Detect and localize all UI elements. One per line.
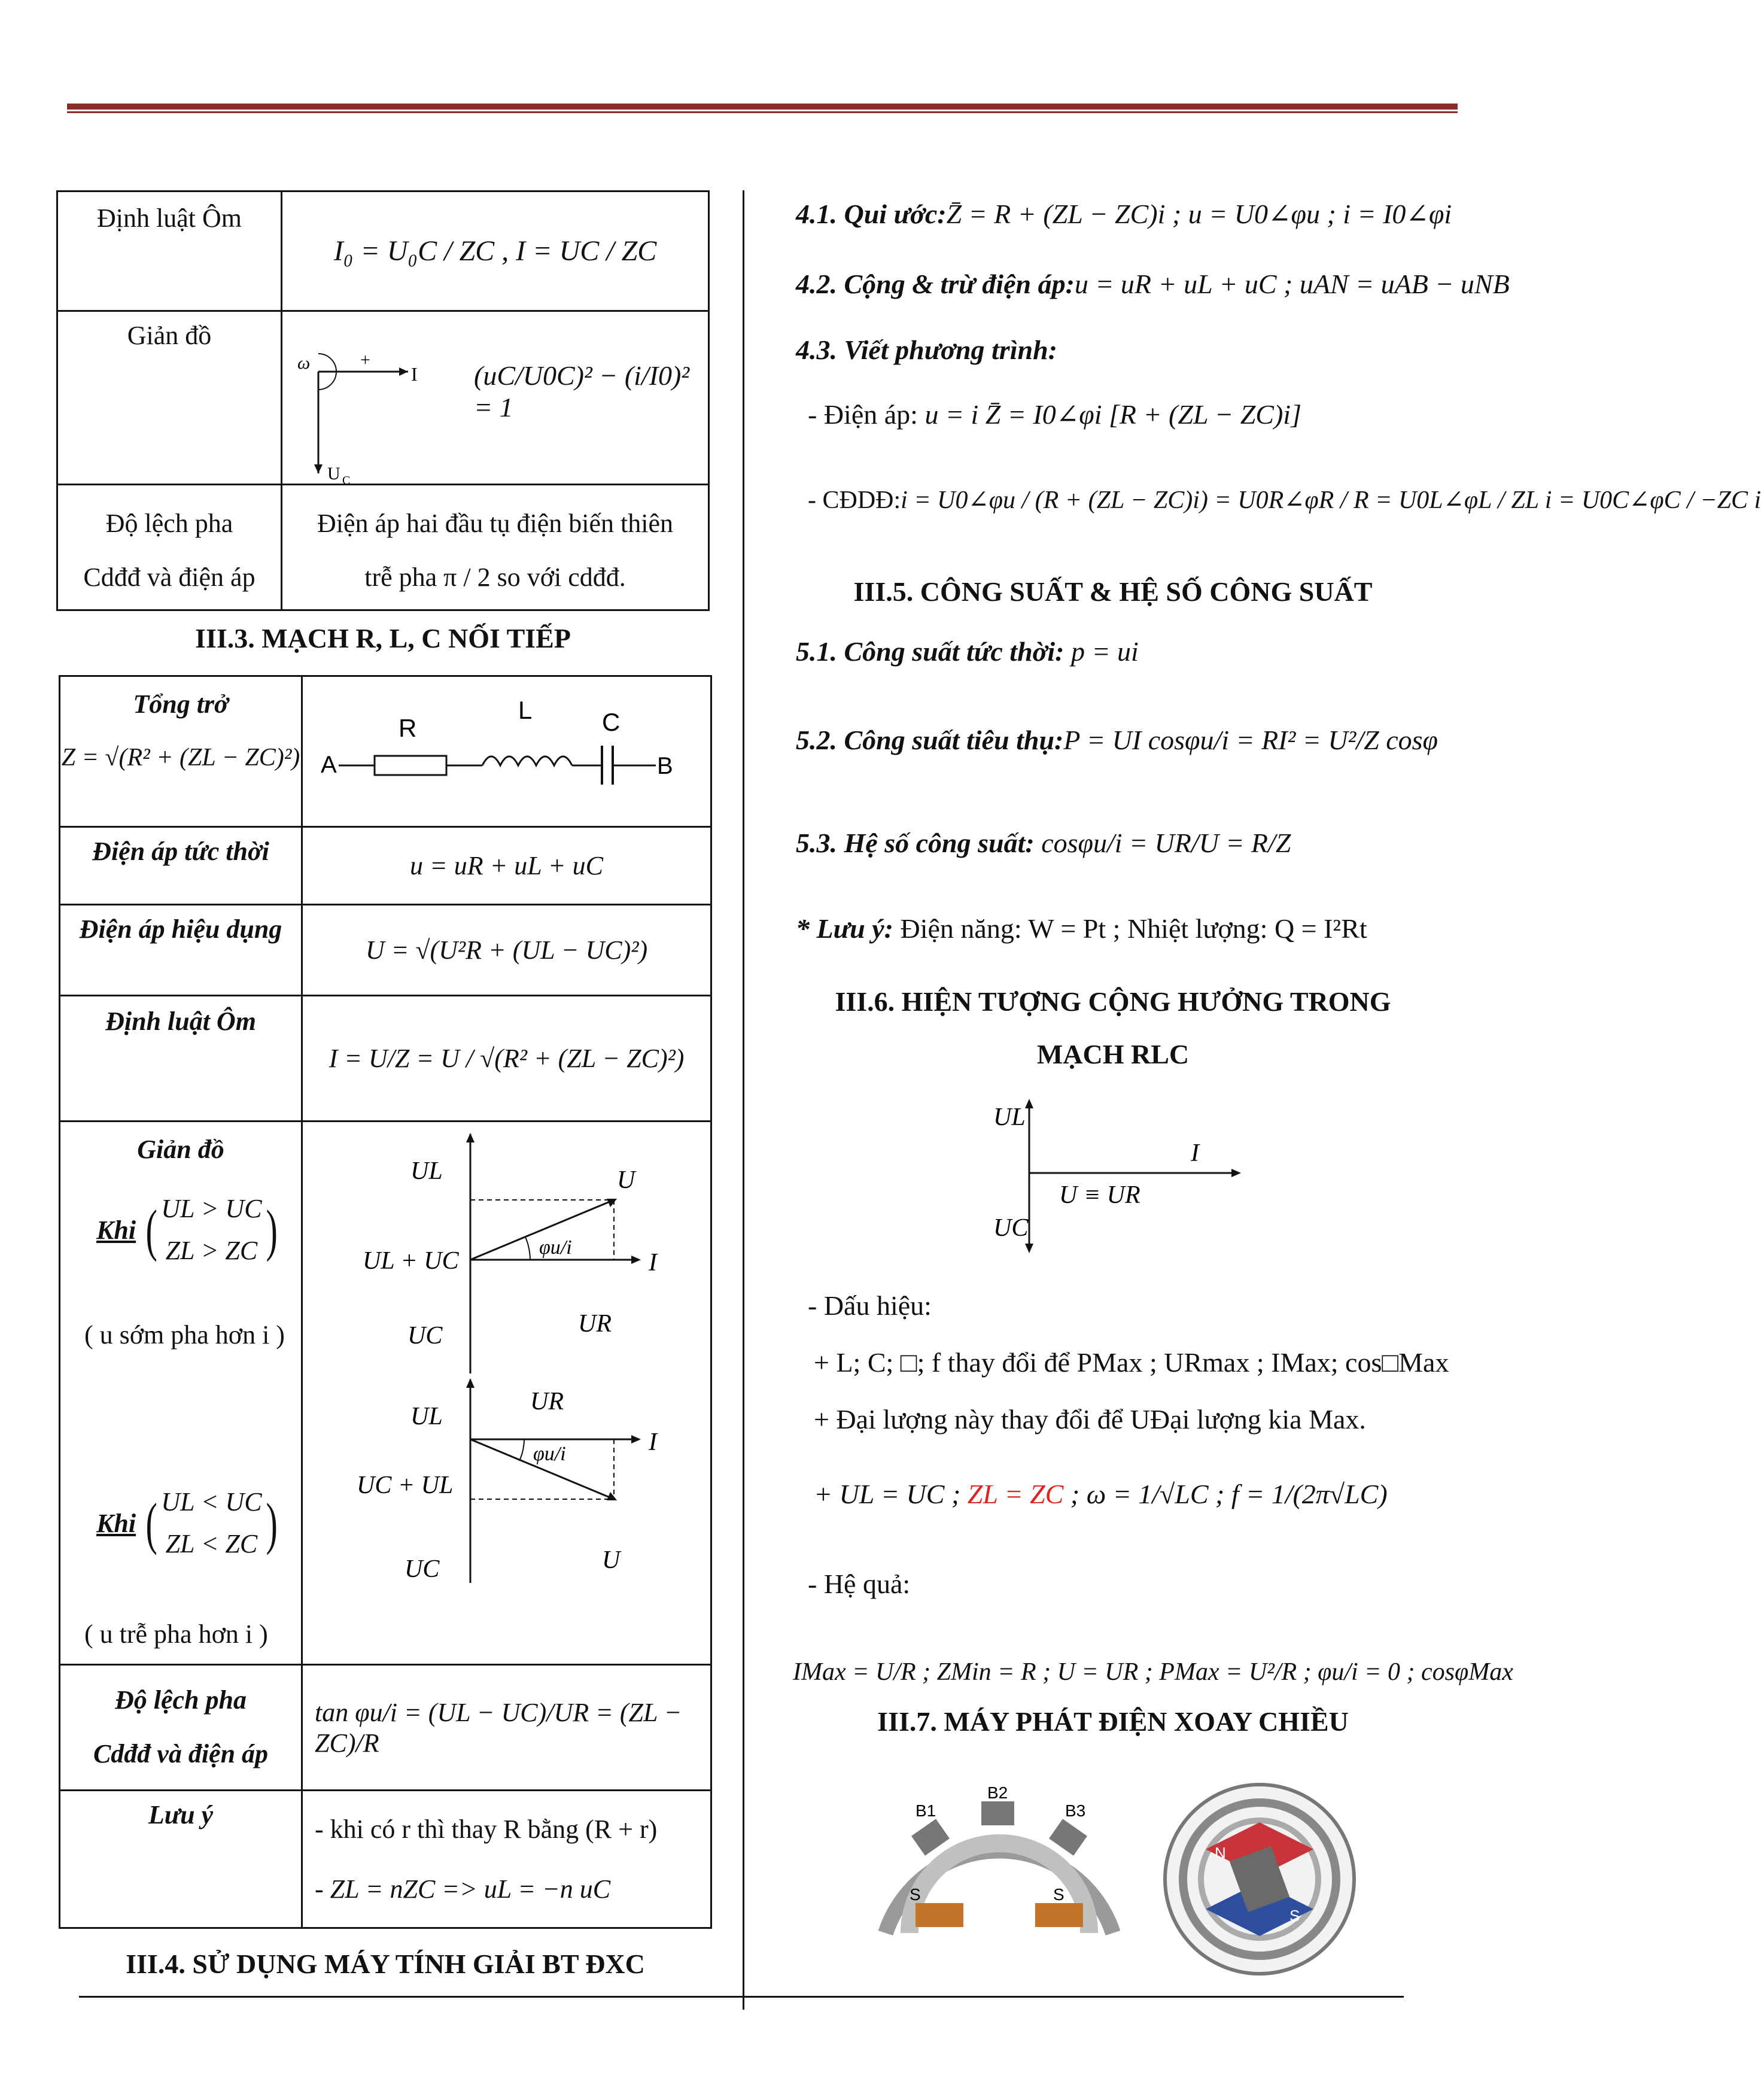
- svg-text:UC: UC: [407, 1322, 443, 1350]
- heading-iii3: III.3. MẠCH R, L, C NỐI TIẾP: [195, 623, 571, 654]
- svg-text:S: S: [1289, 1907, 1300, 1925]
- resonance-sign-2: + Đại lượng này thay đổi để UĐại lượng kia Max.: [814, 1404, 1366, 1435]
- svg-text:C: C: [602, 708, 621, 736]
- rlc-ohm-label: Định luật Ôm: [60, 996, 302, 1122]
- ohm-law-formula: I₀ = U₀C / ZC , I = UC / ZC: [282, 192, 709, 311]
- svg-text:S: S: [910, 1885, 921, 1904]
- svg-text:B: B: [657, 753, 673, 779]
- header-rule-thick: [67, 104, 1458, 110]
- svg-text:I: I: [1191, 1139, 1199, 1167]
- svg-text:U: U: [602, 1546, 621, 1574]
- svg-text:I: I: [649, 1429, 657, 1456]
- rms-voltage-formula: U = √(U²R + (UL − UC)²): [302, 905, 711, 996]
- heading-iii5: III.5. CÔNG SUẤT & HỆ SỐ CÔNG SUẤT: [853, 576, 1373, 607]
- rlc-circuit-diagram: [321, 689, 716, 809]
- svg-text:φu/i: φu/i: [539, 1236, 572, 1259]
- rlc-phasor-diagrams: [303, 1122, 710, 1661]
- section-4-2: 4.2. Cộng & trừ điện áp:u = uR + uL + uC ; uAN = uAB − uNB: [796, 269, 1510, 299]
- diagram-label: Giản đồ: [57, 311, 282, 485]
- note-content: - khi có r thì thay R bằng (R + r) - ZL = nZC => uL = −n uC: [302, 1791, 711, 1928]
- svg-text:A: A: [321, 752, 337, 778]
- case1-note: ( u sớm pha hơn i ): [84, 1320, 285, 1350]
- capacitor-phasor-diagram: [294, 324, 450, 485]
- rlc-phase-formula: tan φu/i = (UL − UC)/UR = (ZL − ZC)/R: [302, 1665, 711, 1791]
- rlc-table: [59, 675, 712, 1929]
- svg-text:I: I: [649, 1249, 657, 1277]
- consequences-title: - Hệ quả:: [808, 1569, 911, 1599]
- phase-label: Độ lệch pha Cdđđ và điện áp: [57, 485, 282, 610]
- phasor-label: Giản đồ: [137, 1135, 224, 1164]
- phase-text: Điện áp hai đầu tụ điện biến thiên trễ pha π / 2 so với cdđđ.: [282, 485, 709, 610]
- svg-text:UR: UR: [530, 1388, 564, 1415]
- svg-text:S: S: [1053, 1885, 1064, 1904]
- svg-text:R: R: [399, 714, 417, 742]
- heading-iii6: III.6. HIỆN TƯỢNG CỘNG HƯỞNG TRONG MẠCH RLC: [835, 986, 1391, 1069]
- svg-text:ω: ω: [297, 353, 311, 373]
- svg-text:C: C: [342, 474, 351, 487]
- svg-text:UC: UC: [404, 1555, 440, 1583]
- generator-rotor-illustration: [1161, 1780, 1358, 1978]
- svg-text:U: U: [617, 1166, 635, 1194]
- case2-note: ( u trễ pha hơn i ): [84, 1619, 268, 1649]
- svg-text:UC: UC: [993, 1214, 1029, 1242]
- svg-text:U: U: [327, 464, 340, 484]
- svg-text:+: +: [360, 350, 370, 370]
- voltage-equation: - Điện áp: u = i Z̄ = I0∠φi [R + (ZL − ZC)i]: [808, 399, 1301, 430]
- instant-voltage-formula: u = uR + uL + uC: [302, 827, 711, 905]
- generator-stator-illustration: [874, 1783, 1125, 1939]
- svg-text:B2: B2: [987, 1783, 1008, 1802]
- column-divider: [743, 190, 744, 2010]
- section-5-1: 5.1. Công suất tức thời: p = ui: [796, 636, 1139, 667]
- section-4-1: 4.1. Qui ước:Z̄ = R + (ZL − ZC)i ; u = U0∠φu ; i = I0∠φi: [796, 199, 1452, 229]
- header-rule-thin: [67, 111, 1458, 113]
- svg-text:N: N: [1215, 1844, 1226, 1862]
- instant-voltage-label: Điện áp tức thời: [60, 827, 302, 905]
- svg-text:I: I: [411, 363, 418, 385]
- capacitor-diagram-cell: [282, 311, 709, 485]
- phasor-conditions-cell: [60, 1122, 302, 1665]
- rlc-circuit-cell: [302, 676, 711, 827]
- svg-text:UL + UC: UL + UC: [363, 1247, 459, 1275]
- rlc-phase-label: Độ lệch pha Cdđđ và điện áp: [60, 1665, 302, 1791]
- svg-text:UR: UR: [578, 1310, 612, 1338]
- svg-text:UL: UL: [410, 1403, 443, 1430]
- footer-rule: [79, 1996, 1404, 1998]
- current-equation: - CĐDĐ:i = U0∠φu / (R + (ZL − ZC)i) = U0R∠φR / R = U0L∠φL / ZL i = U0C∠φC / −ZC i: [808, 487, 1761, 514]
- impedance-label: Tổng trở Z = √(R² + (ZL − ZC)²): [60, 676, 302, 827]
- ohm-law-label: Định luật Ôm: [57, 192, 282, 311]
- energy-note: * Lưu ý: Điện năng: W = Pt ; Nhiệt lượng: Q = I²Rt: [796, 913, 1367, 944]
- rms-voltage-label: Điện áp hiệu dụng: [60, 905, 302, 996]
- svg-text:L: L: [518, 696, 533, 724]
- capacitor-ellipse-formula: (uC/U0C)² − (i/I0)² = 1: [474, 360, 690, 423]
- resonance-signs-title: - Dấu hiệu:: [808, 1290, 932, 1321]
- case1-condition: Khi ( UL > UC ZL > ZC ): [96, 1194, 278, 1265]
- svg-text:UL: UL: [993, 1104, 1026, 1131]
- resonance-sign-1: + L; C; □; f thay đổi để PMax ; URmax ; IMax; cos□Max: [814, 1347, 1449, 1378]
- resonance-phasor-diagram: [981, 1089, 1316, 1263]
- note-label: Lưu ý: [60, 1791, 302, 1928]
- section-5-2: 5.2. Công suất tiêu thụ:P = UI cosφu/i = RI² = U²/Z cosφ: [796, 725, 1438, 755]
- section-4-3: 4.3. Viết phương trình:: [796, 335, 1057, 365]
- svg-text:U ≡ UR: U ≡ UR: [1059, 1181, 1140, 1209]
- rlc-ohm-formula: I = U/Z = U / √(R² + (ZL − ZC)²): [302, 996, 711, 1122]
- svg-text:UL: UL: [410, 1157, 443, 1185]
- case2-condition: Khi ( UL < UC ZL < ZC ): [96, 1487, 278, 1558]
- phasor-diagrams-cell: [302, 1122, 711, 1665]
- section-5-3: 5.3. Hệ số công suất: cosφu/i = UR/U = R/Z: [796, 828, 1291, 858]
- resonance-sign-3: + UL = UC ; ZL = ZC ; ω = 1/√LC ; f = 1/(2π√LC): [814, 1479, 1388, 1509]
- svg-text:B1: B1: [916, 1801, 936, 1820]
- capacitor-table: [56, 190, 710, 611]
- svg-text:UC + UL: UC + UL: [357, 1472, 454, 1499]
- svg-text:B3: B3: [1065, 1801, 1086, 1820]
- heading-iii7: III.7. MÁY PHÁT ĐIỆN XOAY CHIỀU: [877, 1706, 1349, 1737]
- svg-text:φu/i: φu/i: [533, 1443, 566, 1465]
- consequences-formula: IMax = U/R ; ZMin = R ; U = UR ; PMax = U²/R ; φu/i = 0 ; cosφMax: [793, 1658, 1513, 1686]
- heading-iii4: III.4. SỬ DỤNG MÁY TÍNH GIẢI BT ĐXC: [126, 1949, 645, 1979]
